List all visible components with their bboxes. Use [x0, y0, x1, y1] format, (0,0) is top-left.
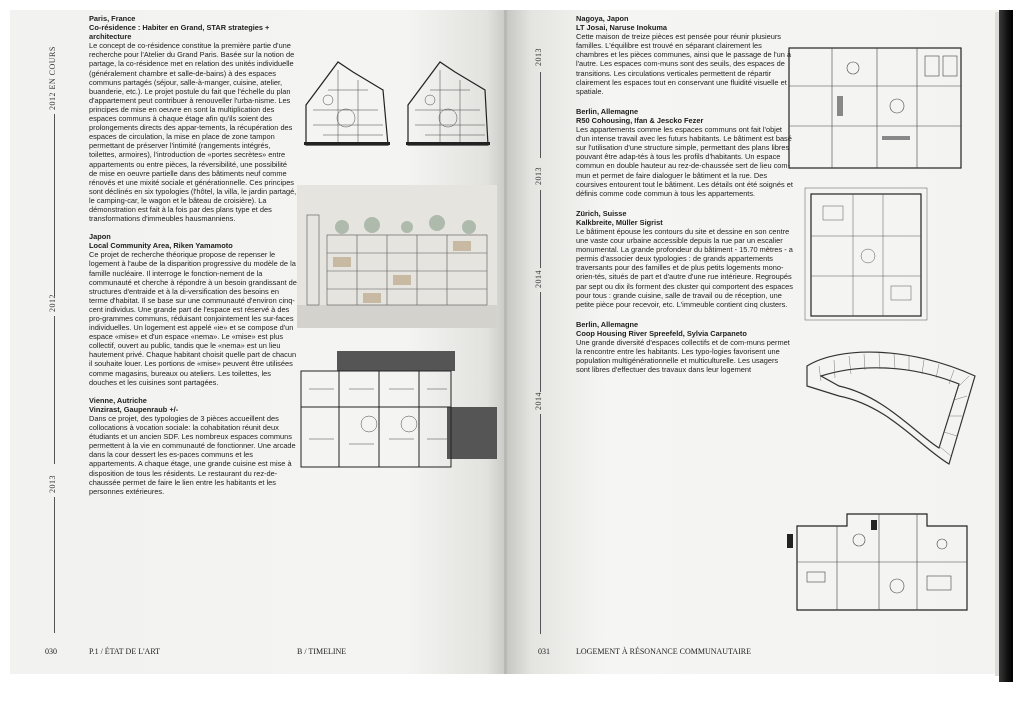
- page-number: 030: [45, 647, 57, 656]
- year-label: 2012: [48, 294, 57, 312]
- entry-location: Zürich, Suisse: [576, 208, 627, 218]
- right-page: [507, 10, 999, 674]
- timeline-rule: [540, 72, 541, 158]
- entry-title: Vinzirast, Gaupenraub +/-: [89, 404, 179, 414]
- entry-block: [576, 320, 794, 375]
- entry-title: Kalkbreite, Müller Sigrist: [576, 217, 663, 227]
- entry-description: Une grande diversité d'espaces collectifs et de com-muns permet la rencontre entre les habitants. Les typo-logies favorisent une population multigénérationnelle et multiculturelle. Les usagers sont libres d'effectuer des travaux dans leur logement: [576, 338, 790, 375]
- building-section-illustration: [297, 185, 497, 328]
- entry-block: [89, 232, 297, 387]
- entry-description: Les appartements comme les espaces communs ont fait l'objet d'un intense travail avec les futurs habitants. Le bâtiment est basé sur l'utilisation d'une structure simple, permettant des plans libres pouvant être adap-tés à tous les profils d'habitants. Un espace commun en double hauteur au rez-de-chaussée sert de lieu com-mun et permet de faire dialoguer le bâtiment et la rue. Des coursives entourent tout le bâtiment. Les détails ont été soignés et définis comme code commun à tous les appartements.: [576, 125, 793, 198]
- entry-description: Ce projet de recherche théorique propose de repenser le logement à l'aube de la disparition progressive du modèle de la famille nucléaire. Il interroge le fonction-nement de la communauté et cherche à répondre à un besoin grandissant de structures d'entraide et à la di-versification des besoins en terme d'habitat. Il se base sur une communauté d'environ cinq-cent individus. Une grande part de l'espace est réservé à des pro-grammes communs, réduisant conjointement les sur-faces individuelles. Un logement est appelé «ie» et se compose d'un espace «mise» et d'un espace «nema». Le «mise» est plus collectif, ouvert au public, tandis que le «nema» est un lieu hautement privé. Chaque habitant choisit quelle part de chacun il souhaite louer. Les portions de «mise» peuvent être utilisées comme magasins, bureaux ou ateliers. Les toilettes, les douches et les cuisines sont partagées.: [89, 250, 297, 387]
- entry-description: Dans ce projet, des typologies de 3 pièces accueillent des collocations à vocation sociale: la cohabitation réunit deux étudiants et un ancien SDF. Les nombreux espaces communs permettent à la vie en communauté de fonctionner. Une arcade dans la cour dessert les es-paces communs et les appartements. A chaque étage, une grande cuisine est mise à disposition de tous les résidents. Le restaurant du rez-de-chaussée permet de faire le lien entre les habitants et les personnes extérieures.: [89, 413, 296, 496]
- left-text-column: [89, 14, 297, 506]
- entry-description: Le bâtiment épouse les contours du site et dessine en son centre une vaste cour urbaine accessible depuis la rue par un escalier monumental. La grande profondeur du bâtiment - 15.70 mètres - a permis d'associer deux typologies : de grands appartements traversants pour des familles et de plus petits logements mono-orien-tés, situés de part et d'autre d'une rue intérieure. Regroupés par sept ou dix ils forment des cluster qui comportent des espaces pour tous : grande cuisine, salle de travail ou de réception, une petite pièce pour recevoir, etc. L'immeuble contient cinq clusters.: [576, 226, 793, 309]
- year-label: 2012 EN COURS: [48, 46, 57, 110]
- section-label: P.1 / ÉTAT DE L'ART: [89, 647, 161, 656]
- timeline-rule: [540, 190, 541, 268]
- entry-location: Berlin, Allemagne: [576, 319, 639, 329]
- furnished-floor-plan-drawing: [787, 506, 977, 618]
- entry-title: LT Josai, Naruse Inokuma: [576, 23, 668, 33]
- entry-title: Coop Housing River Spreefeld, Sylvia Carpaneto: [576, 328, 747, 338]
- entry-block: [576, 209, 794, 309]
- entry-block: [576, 107, 794, 198]
- entry-location: Paris, France: [89, 14, 136, 23]
- floor-plan-drawing: [299, 349, 497, 469]
- entry-location: Vienne, Autriche: [89, 395, 147, 405]
- floor-plan-drawing: [787, 46, 963, 170]
- timeline-rule: [54, 497, 55, 633]
- timeline-rule: [54, 114, 55, 296]
- entry-location: Berlin, Allemagne: [576, 106, 639, 116]
- entry-block: [89, 396, 297, 496]
- timeline-rule: [540, 414, 541, 634]
- entry-block: [89, 14, 297, 223]
- chapter-label: B / TIMELINE: [297, 647, 347, 656]
- floor-plan-pair-drawing: [298, 50, 494, 150]
- timeline-rule: [54, 316, 55, 464]
- left-page: [10, 10, 506, 674]
- open-book: [10, 10, 1020, 674]
- book-cover-edge: [999, 10, 1013, 682]
- entry-block: [576, 14, 794, 96]
- entry-location: Nagoya, Japon: [576, 14, 629, 23]
- timeline-rule: [540, 292, 541, 392]
- entry-title: R50 Cohousing, Ifan & Jescko Fezer: [576, 115, 704, 125]
- floor-plan-drawing: [803, 186, 929, 322]
- year-label: 2014: [534, 392, 543, 410]
- right-text-column: [576, 14, 794, 384]
- year-label: 2014: [534, 270, 543, 288]
- entry-title: Local Community Area, Riken Yamamoto: [89, 241, 233, 251]
- page-title: LOGEMENT À RÉSONANCE COMMUNAUTAIRE: [576, 647, 751, 656]
- year-label: 2013: [48, 475, 57, 493]
- entry-location: Japon: [89, 232, 111, 242]
- entry-description: Cette maison de treize pièces est pensée pour réunir plusieurs familles. L'équilibre est trouvé en séparant clairement les chambres et les pièces communes, ainsi que le passage de l'un à l'autre. Les espaces com-muns sont des seuils, des espaces de transitions. Les circulations verticales permettent de répartir clairement les espaces tout en conservant une fluidité visuelle et spatiale.: [576, 32, 792, 96]
- entry-title: Co-résidence : Habiter en Grand, STAR strategies + architecture: [89, 23, 270, 42]
- entry-description: Le concept de co-résidence constitue la première partie d'une recherche pour l'Atelier du Grand Paris. Basée sur la notion de partage, la co-résidence met en relation des unités individuelle (généralement chambre et salle-de-bains) à des espaces communs partagés (séjour, salle-à-manger, cuisine, atelier, buanderie, etc.). Le projet postule du fait que l'échelle du plan d'appartement peut contribuer à renouveller l'urba-nisme. Les principes de mise en oeuvre en sont la multiplication des espaces communs à chaque étage afin qu'ils soient des prolongements directs des appar-tements, la récupération des espaces de circulation, la mise en place de zone tampon permettant de préserver l'intimité (rangements intégrés, toilettes, armoires), l'introduction de «portes secrètes» entre appartements ou entre pièces, la réversibilité, une possibilité de mise en oeuvre partielle dans des bâtiments neuf comme rénovés et une mixité sociale et générationnelle. Ces principes sont déclinés en six typologies (l'hôtel, la villa, le jardin partagé, le camping-car, le wagon et le bâteau de croisière). La démonstration est fait à la fois par des plans type et des transformations d'immeubles hausmanniens.: [89, 41, 297, 224]
- curved-floor-plan-drawing: [799, 336, 983, 472]
- page-number: 031: [538, 647, 550, 656]
- year-label: 2013: [534, 48, 543, 66]
- year-label: 2013: [534, 167, 543, 185]
